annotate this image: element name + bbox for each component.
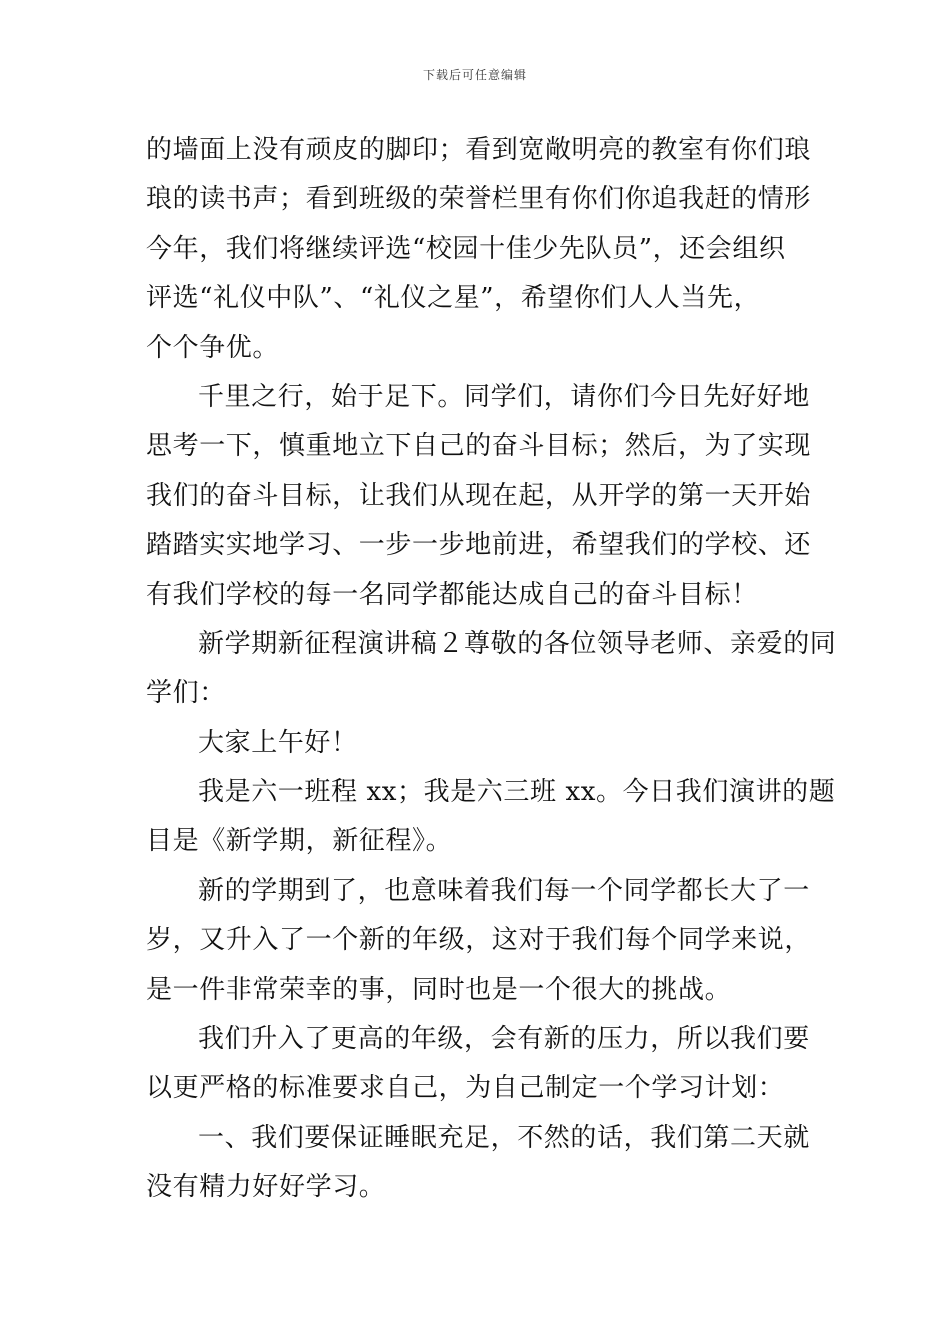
text-line: 我们的奋斗目标，让我们从现在起，从开学的第一天开始	[146, 480, 812, 511]
text-line: 我是六一班程 xx；我是六三班 xx。今日我们演讲的题	[198, 777, 836, 808]
paragraph-5	[146, 768, 836, 867]
paragraph-1	[146, 126, 816, 373]
paragraph-3	[146, 620, 837, 719]
paragraph-6	[146, 867, 816, 1015]
text-line: 的墙面上没有顽皮的脚印；看到宽敞明亮的教室有你们琅	[146, 135, 812, 165]
text-line: 个个争优。	[146, 332, 280, 363]
page-header: 下载后可任意编辑	[422, 68, 527, 82]
text-line: 目是《新学期，新征程》。	[146, 826, 453, 857]
text-line: 以更严格的标准要求自己，为自己制定一个学习计划：	[146, 1073, 785, 1104]
text-line: 新学期新征程演讲稿２尊敬的各位领导老师、亲爱的同	[198, 628, 837, 659]
text-line: 是一件非常荣幸的事，同时也是一个很大的挑战。	[146, 974, 732, 1005]
text-line: 思考一下，慎重地立下自己的奋斗目标；然后，为了实现	[146, 431, 812, 462]
text-line: 大家上午好！	[198, 727, 358, 758]
text-line: 今年，我们将继续评选“校园十佳少先队员”，还会组织	[146, 233, 786, 264]
paragraph-4	[146, 719, 816, 768]
text-line: 琅的读书声；看到班级的荣誉栏里有你们你追我赶的情形	[146, 184, 812, 215]
paragraph-7	[146, 1015, 816, 1114]
document-body	[146, 126, 837, 1213]
text-line: 新的学期到了，也意味着我们每一个同学都长大了一	[198, 875, 810, 906]
paragraph-8	[146, 1114, 816, 1213]
text-line: 有我们学校的每一名同学都能达成自己的奋斗目标！	[146, 579, 758, 610]
text-line: 千里之行，始于足下。同学们，请你们今日先好好地	[198, 381, 810, 412]
text-line: 学们：	[146, 678, 226, 709]
text-line: 踏踏实实地学习、一步一步地前进，希望我们的学校、还	[146, 530, 812, 561]
text-line: 评选“礼仪中队”、“礼仪之星”，希望你们人人当先，	[146, 283, 761, 314]
text-line: 没有精力好好学习。	[146, 1172, 386, 1203]
paragraph-2	[146, 373, 816, 620]
text-line: 一、我们要保证睡眠充足，不然的话，我们第二天就	[198, 1122, 810, 1153]
text-line: 岁，又升入了一个新的年级，这对于我们每个同学来说，	[146, 925, 812, 956]
text-line: 我们升入了更高的年级，会有新的压力，所以我们要	[198, 1024, 810, 1055]
